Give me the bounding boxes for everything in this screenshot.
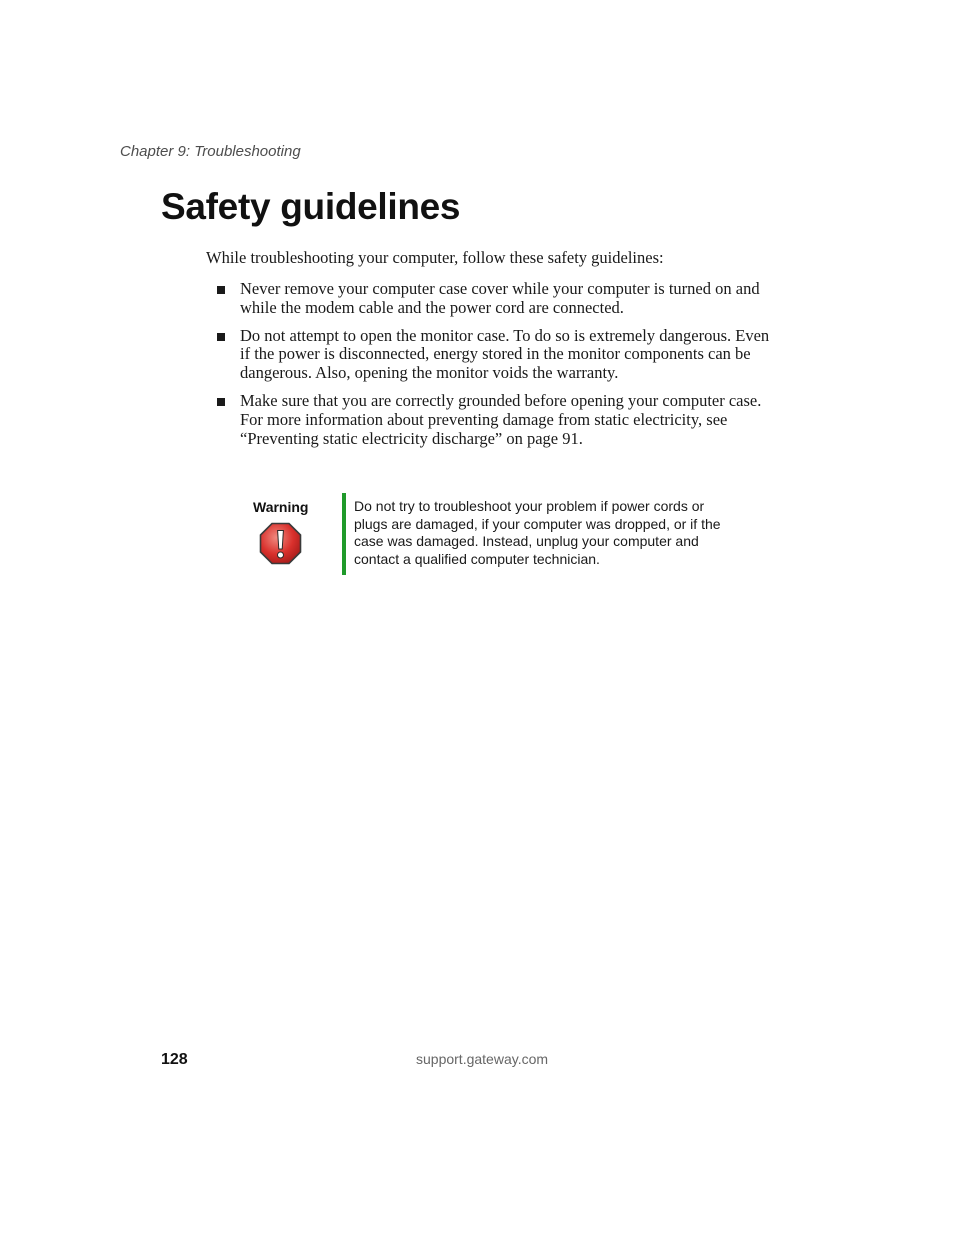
guideline-text: Never remove your computer case cover while your computer is turned on and while the modem cable and the power cord are connected. <box>240 279 760 317</box>
warning-bar <box>342 493 346 575</box>
running-header: Chapter 9: Troubleshooting <box>120 143 301 160</box>
list-item <box>216 280 778 318</box>
warning-stop-icon <box>259 522 302 565</box>
list-item <box>216 327 778 383</box>
guideline-text: Do not attempt to open the monitor case. To do so is extremely dangerous. Even if the power is disconnected, energy stored in the monitor components can be dangerous. Also, opening the monitor voids the warranty. <box>240 325 770 383</box>
page-number: 128 <box>161 1051 188 1068</box>
warning-text: Do not try to troubleshoot your problem if power cords or plugs are damaged, if your computer was dropped, or if the case was damaged. Instead, unplug your computer and contact a qualified computer technician. <box>354 498 721 567</box>
warning-label: Warning <box>253 499 309 515</box>
footer-url: support.gateway.com <box>416 1051 549 1067</box>
guideline-list <box>216 280 778 457</box>
guideline-text: Make sure that you are correctly grounded before opening your computer case. For more information about preventing damage from static electricity, see “Preventing static electricity discharge” on page 91. <box>240 390 762 448</box>
intro-paragraph: While troubleshooting your computer, follow these safety guidelines: <box>206 248 664 267</box>
page-title: Safety guidelines <box>161 186 461 227</box>
bullet-square-icon <box>217 333 225 341</box>
list-item <box>216 392 778 448</box>
bullet-square-icon <box>217 286 225 294</box>
bullet-square-icon <box>217 398 225 406</box>
